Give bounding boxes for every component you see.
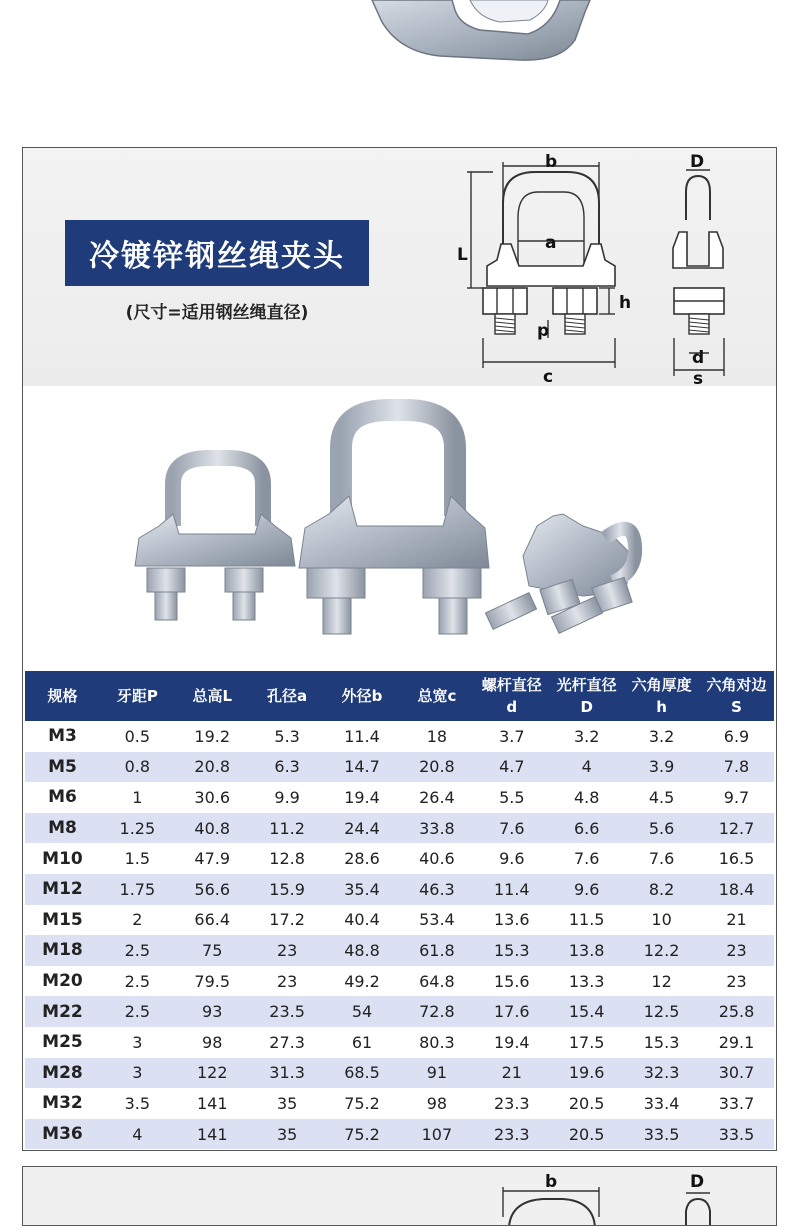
table-cell: 2: [100, 905, 175, 936]
col-header-pitch: 牙距P: [100, 671, 175, 721]
table-cell: 1.75: [100, 874, 175, 905]
table-cell-spec: M28: [25, 1058, 100, 1089]
table-cell: 15.3: [474, 935, 549, 966]
table-cell: 98: [399, 1088, 474, 1119]
table-cell: 11.4: [325, 721, 400, 752]
table-cell: 7.6: [549, 843, 624, 874]
table-cell: 31.3: [250, 1058, 325, 1089]
table-cell: 29.1: [699, 1027, 774, 1058]
table-cell: 19.6: [549, 1058, 624, 1089]
product-photo-area: [23, 386, 776, 671]
title-banner: [65, 220, 369, 286]
table-cell: 35.4: [325, 874, 400, 905]
table-cell: 8.2: [624, 874, 699, 905]
table-cell: 0.5: [100, 721, 175, 752]
spec-table: [25, 671, 774, 1149]
table-cell: 11.2: [250, 813, 325, 844]
col-header-shank-diameter: 光杆直径 D: [549, 671, 624, 721]
table-cell: 27.3: [250, 1027, 325, 1058]
table-cell: 35: [250, 1088, 325, 1119]
table-cell: 12: [624, 966, 699, 997]
table-cell: 11.4: [474, 874, 549, 905]
table-cell: 7.6: [474, 813, 549, 844]
table-cell: 4.5: [624, 782, 699, 813]
table-cell: 25.8: [699, 996, 774, 1027]
table-cell: 7.8: [699, 752, 774, 783]
product-photo: [23, 386, 776, 671]
table-cell: 23: [699, 966, 774, 997]
table-cell-spec: M3: [25, 721, 100, 752]
table-cell: 19.4: [474, 1027, 549, 1058]
table-cell: 23.3: [474, 1088, 549, 1119]
table-cell: 75.2: [325, 1088, 400, 1119]
table-cell: 23.5: [250, 996, 325, 1027]
table-cell: 23: [250, 966, 325, 997]
table-cell: 13.3: [549, 966, 624, 997]
table-row: [25, 1027, 774, 1058]
table-cell: 16.5: [699, 843, 774, 874]
table-cell: 7.6: [624, 843, 699, 874]
table-cell: 3.2: [624, 721, 699, 752]
table-cell: 9.7: [699, 782, 774, 813]
table-cell: 12.2: [624, 935, 699, 966]
table-row: [25, 813, 774, 844]
table-cell: 56.6: [175, 874, 250, 905]
table-cell: 6.9: [699, 721, 774, 752]
table-cell: 20.8: [175, 752, 250, 783]
table-row: [25, 996, 774, 1027]
table-cell: 5.5: [474, 782, 549, 813]
table-cell: 48.8: [325, 935, 400, 966]
table-cell: 30.6: [175, 782, 250, 813]
label-d: d: [692, 348, 705, 368]
table-cell: 122: [175, 1058, 250, 1089]
table-cell: 9.6: [474, 843, 549, 874]
table-cell-spec: M18: [25, 935, 100, 966]
table-cell: 107: [399, 1119, 474, 1150]
table-cell: 33.4: [624, 1088, 699, 1119]
table-cell: 80.3: [399, 1027, 474, 1058]
table-cell: 98: [175, 1027, 250, 1058]
table-row: [25, 752, 774, 783]
table-cell: 32.3: [624, 1058, 699, 1089]
table-cell: 2.5: [100, 996, 175, 1027]
table-cell: 5.3: [250, 721, 325, 752]
table-cell: 4.8: [549, 782, 624, 813]
table-cell: 33.5: [624, 1119, 699, 1150]
page-title: 冷镀锌钢丝绳夹头: [89, 239, 345, 274]
table-cell: 3.2: [549, 721, 624, 752]
table-cell: 23.3: [474, 1119, 549, 1150]
table-cell: 91: [399, 1058, 474, 1089]
table-cell-spec: M10: [25, 843, 100, 874]
table-cell: 35: [250, 1119, 325, 1150]
table-cell: 20.5: [549, 1119, 624, 1150]
table-cell: 2.5: [100, 935, 175, 966]
table-cell: 21: [474, 1058, 549, 1089]
table-cell: 40.8: [175, 813, 250, 844]
table-cell: 10: [624, 905, 699, 936]
table-cell: 79.5: [175, 966, 250, 997]
table-cell: 47.9: [175, 843, 250, 874]
table-cell: 20.8: [399, 752, 474, 783]
table-cell: 28.6: [325, 843, 400, 874]
table-cell-spec: M36: [25, 1119, 100, 1150]
table-cell: 18.4: [699, 874, 774, 905]
table-cell: 17.6: [474, 996, 549, 1027]
table-row: [25, 843, 774, 874]
table-cell: 19.2: [175, 721, 250, 752]
table-cell: 14.7: [325, 752, 400, 783]
table-cell: 9.6: [549, 874, 624, 905]
table-cell-spec: M6: [25, 782, 100, 813]
table-cell: 66.4: [175, 905, 250, 936]
table-cell: 75.2: [325, 1119, 400, 1150]
table-cell: 3.5: [100, 1088, 175, 1119]
header-area: [23, 148, 776, 386]
table-cell: 33.5: [699, 1119, 774, 1150]
table-row: [25, 721, 774, 752]
table-cell: 23: [250, 935, 325, 966]
table-cell: 4.7: [474, 752, 549, 783]
table-cell: 12.7: [699, 813, 774, 844]
table-cell: 75: [175, 935, 250, 966]
col-header-hex-thickness: 六角厚度 h: [624, 671, 699, 721]
label-a: a: [545, 233, 557, 253]
table-row: [25, 935, 774, 966]
product-photo-top: [0, 0, 800, 130]
label-p: p: [537, 321, 550, 341]
table-cell: 46.3: [399, 874, 474, 905]
table-cell: 15.9: [250, 874, 325, 905]
table-cell: 33.8: [399, 813, 474, 844]
table-cell-spec: M22: [25, 996, 100, 1027]
table-cell: 6.3: [250, 752, 325, 783]
table-row: [25, 905, 774, 936]
table-row: [25, 966, 774, 997]
table-cell: 6.6: [549, 813, 624, 844]
table-row: [25, 1088, 774, 1119]
table-cell: 1.25: [100, 813, 175, 844]
col-header-total-width: 总宽c: [399, 671, 474, 721]
table-cell: 24.4: [325, 813, 400, 844]
table-cell-spec: M8: [25, 813, 100, 844]
table-cell-spec: M5: [25, 752, 100, 783]
label-D: D: [690, 152, 705, 172]
table-cell: 1: [100, 782, 175, 813]
col-header-spec: 规格: [25, 671, 100, 721]
table-cell: 19.4: [325, 782, 400, 813]
table-cell: 3: [100, 1058, 175, 1089]
table-cell-spec: M32: [25, 1088, 100, 1119]
table-cell: 61: [325, 1027, 400, 1058]
table-cell: 13.6: [474, 905, 549, 936]
diagram-card-bottom: [22, 1166, 777, 1226]
col-header-hex-across-flats: 六角对边 S: [699, 671, 774, 721]
col-header-screw-diameter: 螺杆直径 d: [474, 671, 549, 721]
table-cell: 141: [175, 1088, 250, 1119]
table-cell: 93: [175, 996, 250, 1027]
col-header-outer-diameter: 外径b: [325, 671, 400, 721]
col-header-total-height: 总高L: [175, 671, 250, 721]
table-cell: 12.5: [624, 996, 699, 1027]
label-s: s: [693, 369, 704, 386]
table-cell: 3.7: [474, 721, 549, 752]
table-cell: 4: [100, 1119, 175, 1150]
table-cell: 15.6: [474, 966, 549, 997]
table-cell: 23: [699, 935, 774, 966]
table-cell: 33.7: [699, 1088, 774, 1119]
table-cell: 17.5: [549, 1027, 624, 1058]
table-cell: 9.9: [250, 782, 325, 813]
table-row: [25, 782, 774, 813]
label-b: b: [545, 152, 558, 172]
table-cell: 1.5: [100, 843, 175, 874]
table-cell: 64.8: [399, 966, 474, 997]
label-L: L: [457, 245, 468, 265]
table-cell: 49.2: [325, 966, 400, 997]
table-cell: 11.5: [549, 905, 624, 936]
table-cell: 40.4: [325, 905, 400, 936]
label-h: h: [619, 293, 632, 313]
table-cell-spec: M15: [25, 905, 100, 936]
table-cell: 30.7: [699, 1058, 774, 1089]
table-cell: 54: [325, 996, 400, 1027]
table-row: [25, 1058, 774, 1089]
table-cell: 0.8: [100, 752, 175, 783]
table-header-row: [25, 671, 774, 721]
col-header-hole-diameter: 孔径a: [250, 671, 325, 721]
table-cell-spec: M20: [25, 966, 100, 997]
table-cell: 3.9: [624, 752, 699, 783]
table-cell: 26.4: [399, 782, 474, 813]
table-cell: 2.5: [100, 966, 175, 997]
dimension-diagram: [433, 148, 776, 386]
table-row: [25, 1119, 774, 1150]
table-cell: 4: [549, 752, 624, 783]
table-row: [25, 874, 774, 905]
spec-card: [22, 147, 777, 1151]
table-cell: 68.5: [325, 1058, 400, 1089]
table-cell: 53.4: [399, 905, 474, 936]
table-cell: 20.5: [549, 1088, 624, 1119]
table-cell: 18: [399, 721, 474, 752]
table-cell: 5.6: [624, 813, 699, 844]
page-subtitle: (尺寸=适用钢丝绳直径): [125, 303, 309, 323]
table-cell: 12.8: [250, 843, 325, 874]
table-cell-spec: M25: [25, 1027, 100, 1058]
table-cell: 40.6: [399, 843, 474, 874]
dimension-diagram-bottom: [433, 1167, 776, 1226]
table-cell: 72.8: [399, 996, 474, 1027]
table-cell: 141: [175, 1119, 250, 1150]
table-cell: 21: [699, 905, 774, 936]
table-cell-spec: M12: [25, 874, 100, 905]
table-cell: 15.3: [624, 1027, 699, 1058]
table-cell: 61.8: [399, 935, 474, 966]
table-cell: 3: [100, 1027, 175, 1058]
table-cell: 17.2: [250, 905, 325, 936]
table-cell: 13.8: [549, 935, 624, 966]
bottom-label-b: b: [545, 1172, 558, 1192]
bottom-label-D: D: [690, 1172, 705, 1192]
label-c: c: [543, 367, 554, 386]
table-cell: 15.4: [549, 996, 624, 1027]
